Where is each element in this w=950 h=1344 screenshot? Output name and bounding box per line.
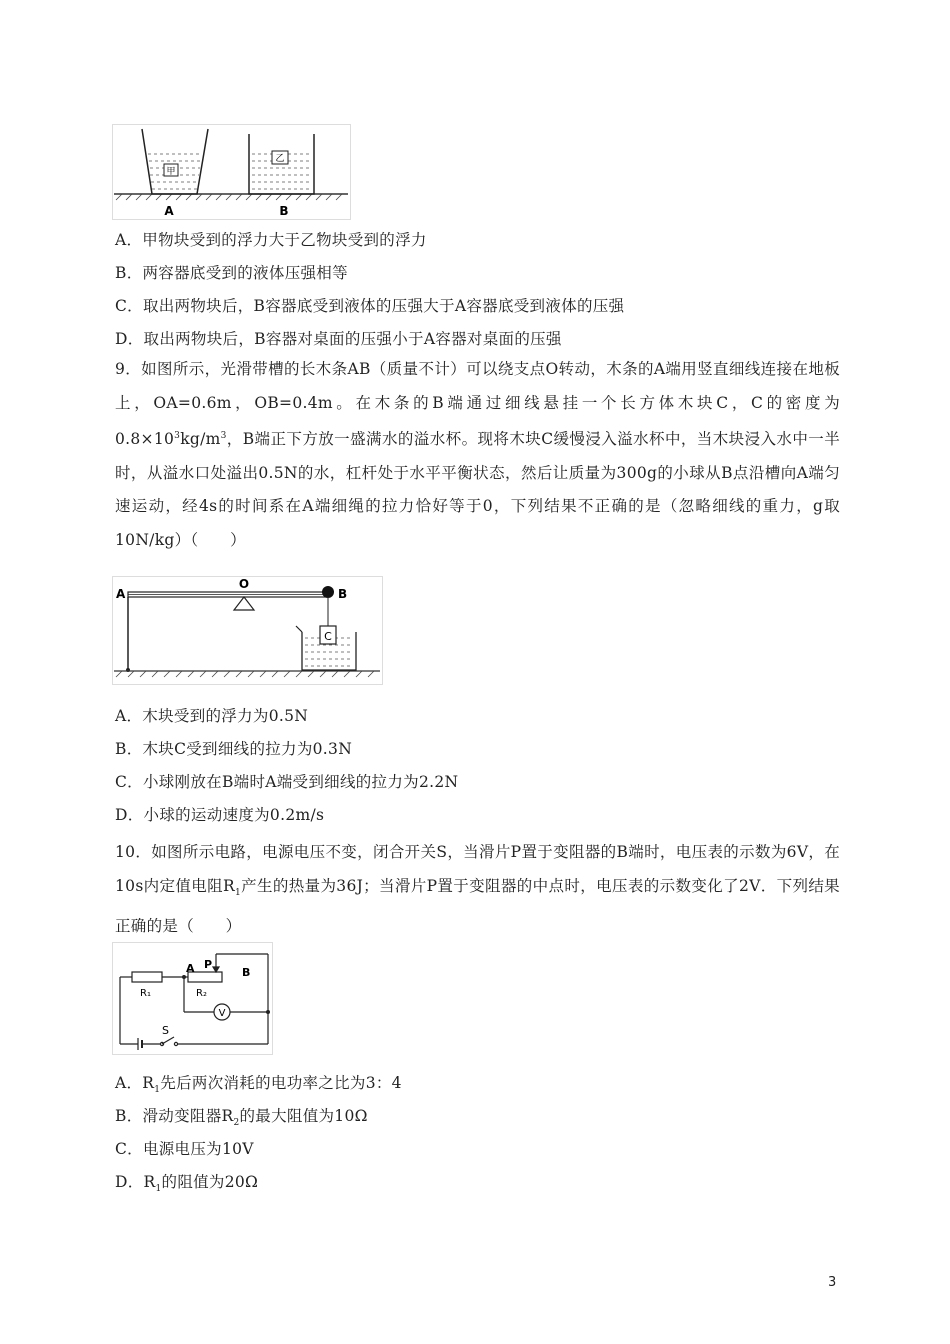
q10-voltmeter-label: V <box>218 1008 226 1019</box>
q8-option-d: D．取出两物块后，B容器对桌面的压强小于A容器对桌面的压强 <box>115 330 562 348</box>
q10-point-b-label: B <box>242 966 251 979</box>
q10-option-c: C．电源电压为10V <box>115 1140 254 1158</box>
q10-stem: 10．如图所示电路，电源电压不变，闭合开关S，当滑片P置于变阻器的B端时，电压表的示数为6V，在10s内定值电阻$R_1$产生的热量为36J；当滑片P置于变阻器的中点时，电压表的示数变化了2V．下列结果正确的是（ ） <box>115 843 840 936</box>
q8-block-yi-label: 乙 <box>275 154 285 164</box>
q10-slider-p-label: P <box>204 958 213 971</box>
q8-option-a: A．甲物块受到的浮力大于乙物块受到的浮力 <box>115 231 427 249</box>
q9-pivot-o-label: O <box>238 577 250 591</box>
q9-end-b-label: B <box>338 587 348 601</box>
q8-option-c: C．取出两物块后，B容器底受到液体的压强大于A容器底受到液体的压强 <box>115 297 625 315</box>
q10-figure-circuit <box>112 942 274 1056</box>
q10-option-d: D．$R_1$的阻值为20Ω <box>115 1173 259 1195</box>
q8-block-jia-label: 甲 <box>166 167 176 177</box>
q10-option-a: A．$R_1$先后两次消耗的电功率之比为3：4 <box>115 1074 402 1096</box>
page-number: 3 <box>828 1275 837 1290</box>
q10-option-b: B．滑动变阻器$R_2$的最大阻值为10Ω <box>115 1107 368 1129</box>
q10-r2-label: R₂ <box>196 988 207 999</box>
q9-option-a: A．木块受到的浮力为0.5N <box>115 707 309 725</box>
q9-stem: 9．如图所示，光滑带槽的长木条AB（质量不计）可以绕支点O转动，木条的A端用竖直细线连接在地板上，OA=0.6m，OB=0.4m。在木条的B端通过细线悬挂一个长方体木块C，C的密度为$0.8\times 10^3kg/m^3$，B端正下方放一盛满水的溢水杯。现将木块C缓慢浸入溢水杯中，当木块浸入水中一半时，从溢水口处溢出0.5N的水，杠杆处于水平平衡状态，然后让质量为300g的小球从B点沿槽向A端匀速运动，经4s的时间系在A端细绳的拉力恰好等于0，下列结果不正确的是（忽略细线的重力，g取10N/kg）（ ） <box>115 360 840 549</box>
q8-figure-containers <box>112 124 352 221</box>
q10-point-a-label: A <box>186 962 195 975</box>
q10-r1-label: R₁ <box>140 988 151 999</box>
q9-option-c: C．小球刚放在B端时A端受到细线的拉力为2.2N <box>115 773 459 791</box>
q8-container-a-label: A <box>164 204 174 218</box>
q9-option-b: B．木块C受到细线的拉力为0.3N <box>115 740 353 758</box>
q9-block-c-label: C <box>324 630 332 643</box>
q9-figure-lever <box>112 576 384 686</box>
q10-switch-s-label: S <box>162 1024 169 1037</box>
q9-end-a-label: A <box>116 587 126 601</box>
q8-option-b: B．两容器底受到的液体压强相等 <box>115 264 348 282</box>
q8-container-b-label: B <box>279 204 289 218</box>
q9-option-d: D．小球的运动速度为0.2m/s <box>115 806 325 824</box>
